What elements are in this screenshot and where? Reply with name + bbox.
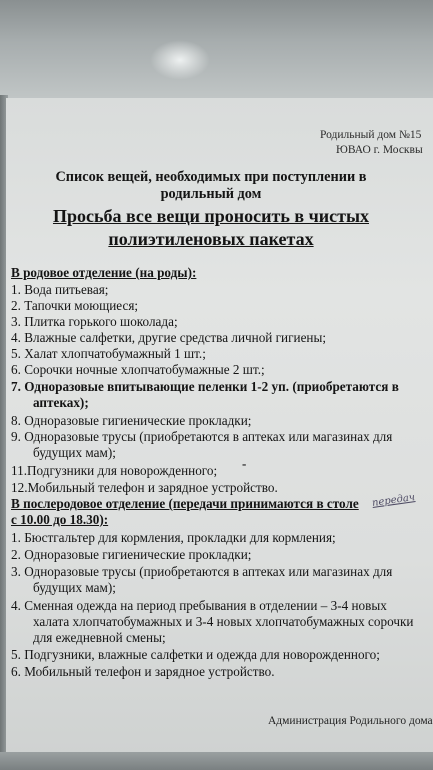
list-item: 1. Бюстгальтер для кормления, прокладки для кормления; — [11, 530, 336, 545]
list-item-continuation: будущих мам); — [33, 445, 116, 460]
handwritten-note: передач — [371, 492, 416, 509]
list-item: 2. Одноразовые гигиенические прокладки; — [11, 547, 252, 562]
list-item-continuation: для ежедневной смены; — [33, 630, 166, 645]
list-item: 3. Одноразовые трусы (приобретаются в аптеках или магазинах для — [11, 564, 393, 579]
list-item: 1. Вода питьевая; — [11, 282, 109, 297]
list-item: 11.Подгузники для новорожденного; — [11, 463, 218, 478]
section-postpartum-heading-2: с 10.00 до 18.30): — [11, 512, 109, 527]
title-line-1: Список вещей, необходимых при поступлении в — [55, 169, 367, 185]
list-item: 4. Влажные салфетки, другие средства личной гигиены; — [11, 330, 327, 345]
list-item: 4. Сменная одежда на период пребывания в отделении – 3-4 новых — [11, 598, 387, 613]
list-item: 9. Одноразовые трусы (приобретаются в аптеках или магазинах для — [11, 429, 393, 444]
notice-sheet — [6, 98, 433, 754]
frame-bottom-edge — [0, 752, 433, 770]
list-item: 8. Одноразовые гигиенические прокладки; — [11, 413, 252, 428]
handwritten-dash-mark: - — [242, 456, 247, 471]
list-item-continuation: аптеках); — [33, 395, 89, 410]
footer-signature: Администрация Родильного дома — [268, 715, 433, 727]
plastic-pocket-top — [0, 0, 433, 104]
title-request-line-2: полиэтиленовых пакетах — [108, 229, 314, 249]
list-item-continuation: будущих мам); — [33, 580, 116, 595]
list-item: 5. Халат хлопчатобумажный 1 шт.; — [11, 346, 206, 361]
list-item-continuation: халата хлопчатобумажных и 3-4 новых хлопчатобумажных сорочки — [33, 614, 414, 629]
section-labor-heading: В родовое отделение (на роды): — [11, 265, 197, 280]
list-item: 6. Сорочки ночные хлопчатобумажные 2 шт.; — [11, 362, 265, 377]
list-item: 5. Подгузники, влажные салфетки и одежда для новорожденного; — [11, 647, 380, 662]
list-item: 2. Тапочки моющиеся; — [11, 298, 139, 313]
list-item: 12.Мобильный телефон и зарядное устройство. — [11, 480, 278, 495]
plastic-glare — [150, 40, 210, 80]
title-request-line-1: Просьба все вещи проносить в чистых — [52, 206, 370, 226]
section-postpartum-heading-1: В послеродовое отделение (передачи принимаются в столе — [11, 496, 359, 511]
list-item: 7. Одноразовые впитывающие пеленки 1-2 уп. (приобретаются в — [11, 379, 399, 394]
list-item: 6. Мобильный телефон и зарядное устройство. — [11, 664, 275, 679]
header-hospital-name: Родильный дом №15 — [320, 129, 422, 141]
list-item: 3. Плитка горького шоколада; — [11, 314, 178, 329]
header-district: ЮВАО г. Москвы — [336, 144, 423, 156]
title-line-2: родильный дом — [160, 186, 262, 202]
